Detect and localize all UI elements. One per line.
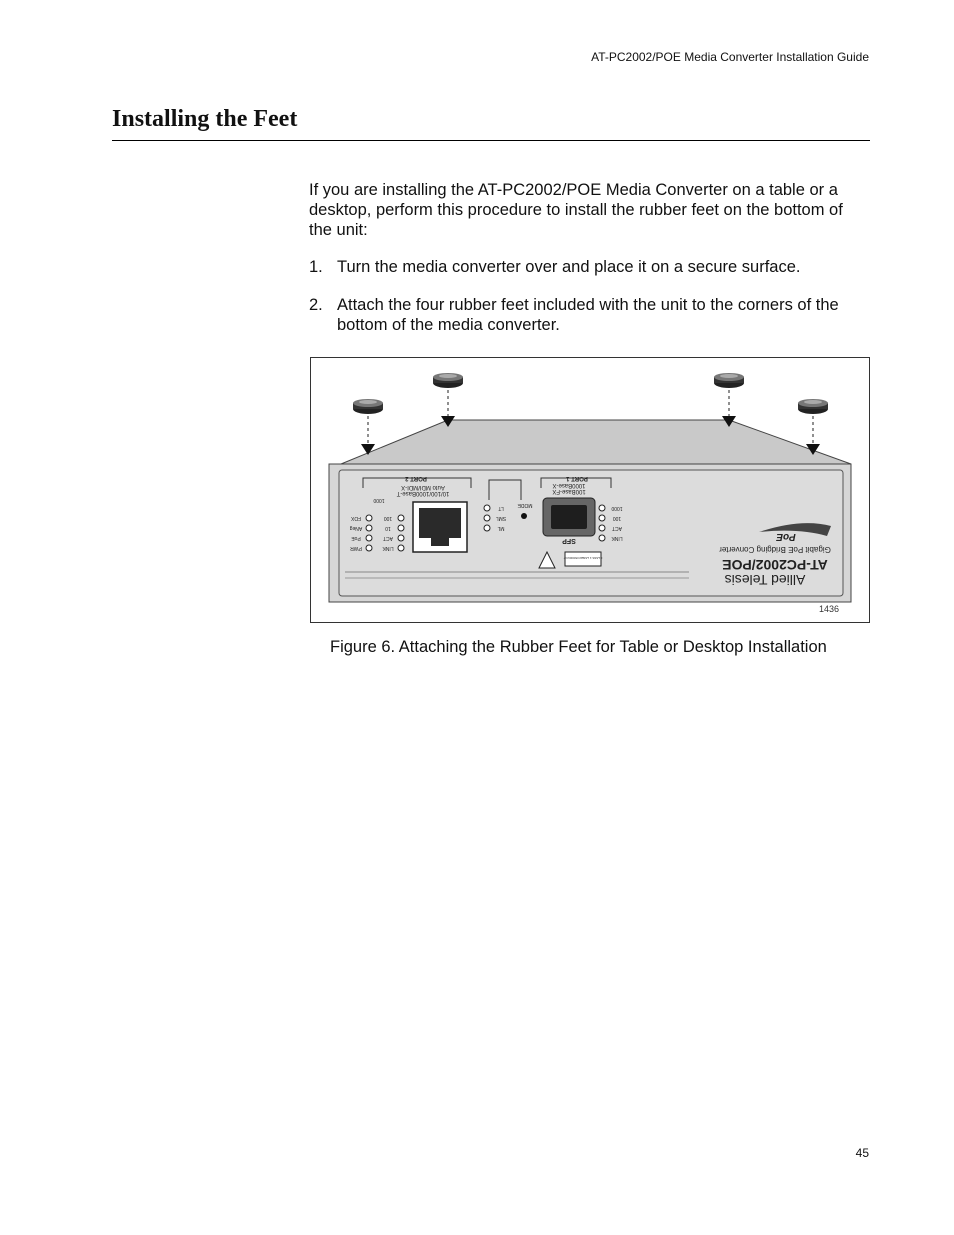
figure-caption: Figure 6. Attaching the Rubber Feet for Table or Desktop Installation	[330, 638, 827, 656]
mode-led-lt: LT	[498, 505, 504, 511]
figure-illustration	[311, 358, 869, 622]
unit-top-face	[341, 420, 851, 464]
step-1	[309, 257, 869, 277]
port2-led-1000: 1000	[373, 497, 385, 503]
port2-led-link: LINK	[382, 545, 394, 551]
figure-rubber-feet	[310, 357, 870, 623]
port1-led-100: 100	[612, 515, 622, 521]
port2-type-a: 10/100/1000Base-T	[396, 490, 450, 496]
page-number: 45	[855, 1146, 869, 1160]
port1-led-act: ACT	[612, 525, 622, 531]
sfp-label: SFP	[562, 537, 576, 544]
poe-logo: PoE	[776, 531, 796, 542]
port1-led-1000: 1000	[611, 505, 623, 511]
mode-label: MODE	[517, 502, 533, 508]
port1-label: PORT 1	[566, 475, 588, 481]
step-text: Attach the four rubber feet included with the unit to the corners of the bottom of the media converter.	[337, 296, 839, 334]
rubber-foot-3	[714, 373, 744, 427]
port2-led-100: 100	[383, 515, 393, 521]
port2-led-pwr: PWR	[350, 545, 362, 551]
port2-led-aneg: ANeg	[349, 525, 363, 531]
device-brand: Allied Telesis	[724, 572, 806, 588]
section-divider	[112, 140, 870, 141]
port1-led-link: LINK	[611, 535, 623, 541]
port2-led-fdx: FDX	[351, 515, 361, 521]
rubber-foot-2	[433, 373, 463, 427]
rubber-foot-1	[353, 399, 383, 455]
mode-led-sml: SML	[495, 515, 507, 521]
port2-led-act: ACT	[383, 535, 393, 541]
running-header: AT-PC2002/POE Media Converter Installation Guide	[591, 50, 869, 64]
step-number: 1.	[309, 258, 323, 276]
port2-led-10: 10	[385, 525, 391, 531]
mode-led-ml: ML	[497, 525, 505, 531]
port2-label: PORT 2	[405, 475, 427, 481]
intro-paragraph: If you are installing the AT-PC2002/POE Media Converter on a table or a desktop, perform this procedure to install the rubber feet on the bottom of the unit:	[309, 181, 843, 239]
step-text: Turn the media converter over and place it on a secure surface.	[337, 258, 801, 276]
port1-type-b: 1000Base-X	[552, 482, 586, 488]
step-2	[309, 295, 869, 335]
section-title: Installing the Feet	[112, 106, 298, 132]
device-model: AT-PC2002/POE	[722, 557, 828, 573]
figure-id-label: 1436	[818, 604, 839, 614]
port1-type-a: 100Base-FX	[552, 488, 586, 494]
port2-type-b: Auto MDI/MDI-X	[401, 484, 445, 490]
laser-label: CLASS 1 LASER PRODUCT	[563, 556, 603, 560]
step-number: 2.	[309, 296, 323, 314]
port2-led-poe: PoE	[351, 535, 361, 541]
device-subtitle: Gigabit PoE Bridging Converter	[719, 545, 831, 554]
